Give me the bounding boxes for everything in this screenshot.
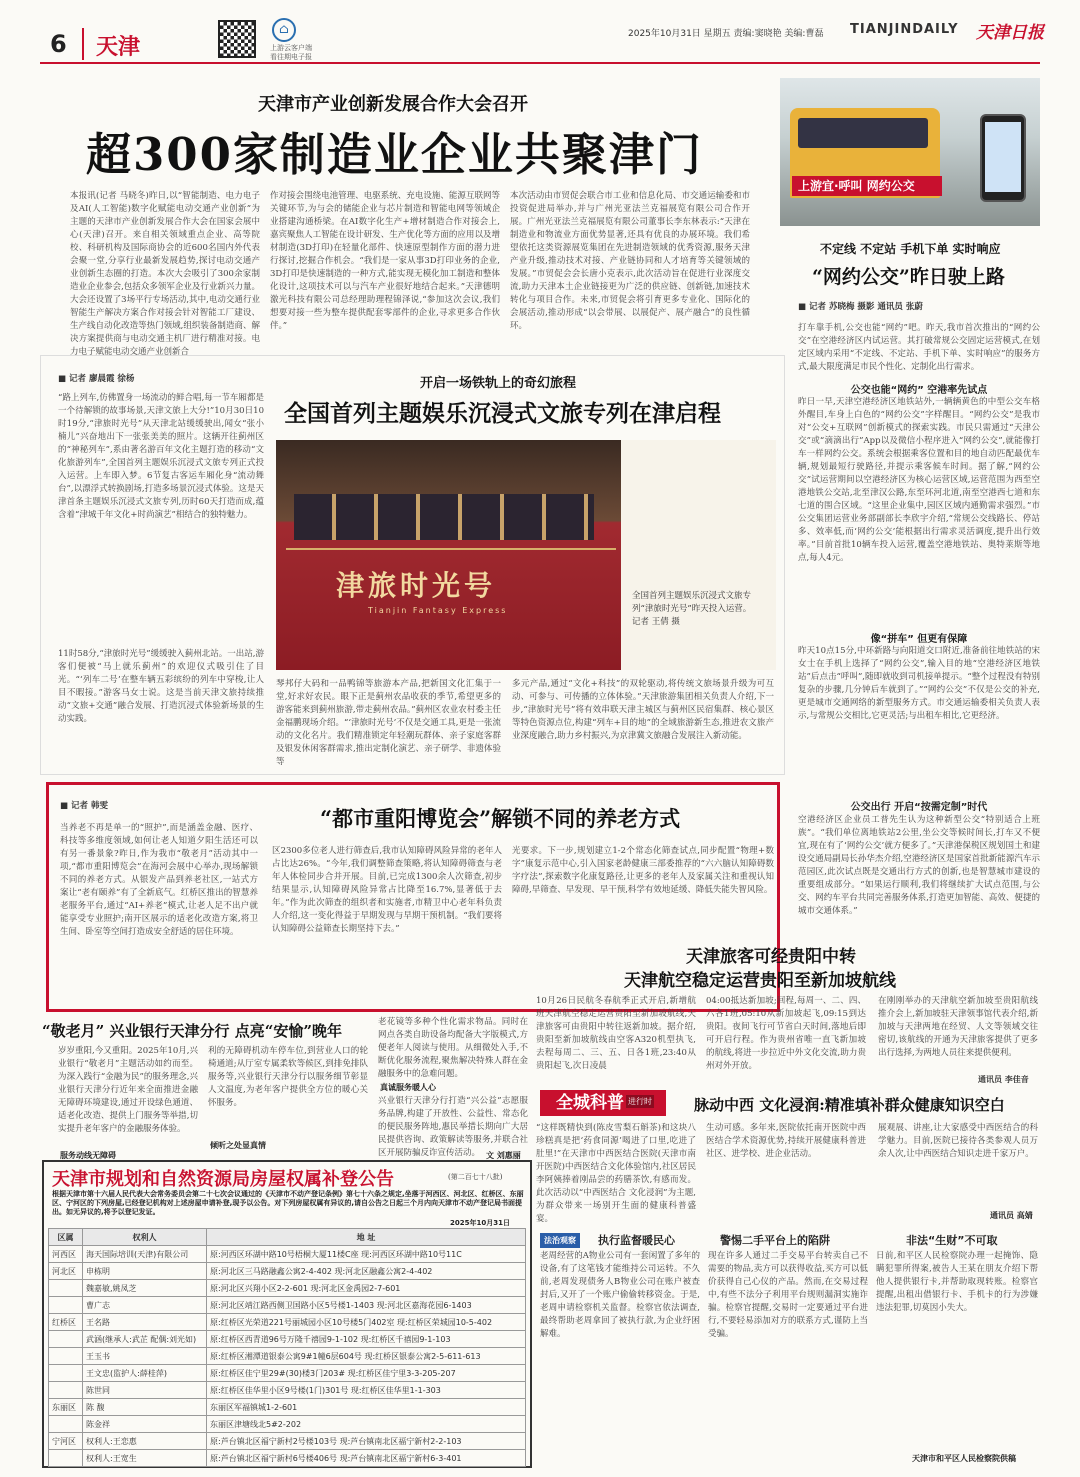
flight-col-1: 10月26日民航冬春航季正式开启,新增航班天津航空稳定运营贵阳至新加坡航线,天津旅客可由贵阳中转往返新加坡。据介绍,贵阳至新加坡航线由空客A320机型执飞,去程每周二、三、五、日各1班,23:40从贵阳起飞,次日凌晨 bbox=[536, 996, 696, 1071]
bus-banner: 上游宜·呼叫 网约公交 bbox=[792, 176, 942, 196]
elder-col-3: 光要求。下一步,规划建立1-2个常态化筛查试点,同步配置“物理+数字”康复示范中心,引入国家老龄健康三部委推荐的“六六脑认知障碍数字疗法”,探索数字化康复路径,让更多的老年人及家属关注和重视认知障碍,早筛查、早发现、早干预,科学有效地延缓、降低失能失智风险。 bbox=[512, 846, 774, 895]
bus-para-1: 打车靠手机,公交也能“网约”吧。昨天,我市首次推出的“网约公交”在空港经济区内试运营。其打破常规公交固定运营模式,在划定区域内采用“不定线、不定站、手机下单、实时响应”的服务方式,最大限度满足市民个性化、定制化出行需求。 bbox=[798, 323, 1040, 372]
table-row bbox=[49, 1246, 526, 1263]
registry-cell-owner: 陈 馥 bbox=[83, 1399, 207, 1416]
table-row bbox=[49, 1382, 526, 1399]
train-photo bbox=[276, 440, 776, 670]
registry-cell-district: 红桥区 bbox=[49, 1314, 83, 1331]
registry-cell-address: 原:红桥区佳华里小区9号楼(1门)301号 现:红桥区佳华里1-1-303 bbox=[207, 1382, 526, 1399]
elder-byline: ■ 记者 韩雯 bbox=[60, 801, 108, 811]
registry-table bbox=[48, 1228, 526, 1467]
bank-col-1: 岁岁重阳,今又重阳。2025年10月,兴业银行“敬老月”主题活动如约而至。为深入践行“金融为民”的服务理念,兴业银行天津分行近年来全面推进金融无障碍环境建设,通过开设绿色通道、适老化改造、提供上门服务等举措,切实提升老年客户的金融服务体验。 bbox=[58, 1046, 198, 1134]
table-row bbox=[49, 1365, 526, 1382]
bank-byline: 文 刘惠丽 bbox=[486, 1151, 521, 1160]
registry-cell-district bbox=[49, 1331, 83, 1348]
train-col-2: 琴邦仔大码和一品鸭锦等旅游本产品,把新国文化汇集于一堂,好求好农民。眼下正是蓟州农品收获的季节,希望更多的游客能来到蓟州旅游,带走蓟州农品。”蓟州区农业农村委主任金福鹏现场介绍。“‘津旅时光号’不仅是交通工具,更是一张流动的文化名片。我们精准锁定年轻潮玩群体、亲子家庭客群及银发休闲客群需求,推出定制化演艺、亲子研学、非遗体验等 bbox=[276, 679, 501, 767]
registry-cell-owner: 王文忠(监护人:薛桂萍) bbox=[83, 1365, 207, 1382]
table-row bbox=[49, 1348, 526, 1365]
tcm-col-2: 生动可感。多年来,医院依托南开医院中西医结合学术资源优势,持续开展健康科普进社区、进学校、进企业活动。 bbox=[706, 1123, 866, 1159]
train-gold-stripe bbox=[286, 548, 616, 550]
train-col-3: 多元产品,通过“文化+科技”的双轮驱动,将传统文旅场景升级为可互动、可参与、可传播的立体体验。”天津旅游集团相关负责人介绍,下一步,“津旅时光号”将有效串联天津主城区与蓟州区民宿集群、核心景区等特色资源点位,构建“列车+目的地”的全域旅游新生态,推进农文旅产业深度融合,助力乡村振兴,为京津冀文旅融合发展注入新动能。 bbox=[512, 679, 774, 741]
train-col-1b: 11时58分,“津旅时光号”缓缓驶入蓟州北站。一出站,游客们便被“马上就乐蓟州”的欢迎仪式吸引住了目光。“‘列车二号’在整车辆五彩缤纷的列车中穿梭,让人目不暇接。”游客马女士说。这是当前天津文旅持续推动“文旅+交通”融合发展、打造沉浸式体验新场景的生动实践。 bbox=[58, 649, 264, 724]
bank-subhead-4: 真诚服务暖人心 bbox=[380, 1083, 436, 1092]
table-row bbox=[49, 1433, 526, 1450]
table-row bbox=[49, 1297, 526, 1314]
header-rule bbox=[40, 62, 1040, 64]
bus-subhead-2: 像“拼车” 但更有保障 bbox=[870, 634, 968, 645]
registry-cell-address: 原:红桥区光荣道221号丽城园小区10号楼5门402室 现:红桥区荣城园10-5-402 bbox=[207, 1314, 526, 1331]
lead-kicker: 天津市产业创新发展合作大会召开 bbox=[258, 94, 528, 115]
table-row bbox=[49, 1331, 526, 1348]
registry-cell-address: 东丽区津塘线北5#2-202 bbox=[207, 1416, 526, 1433]
table-row bbox=[49, 1399, 526, 1416]
app-logo-icon: ⌂ bbox=[272, 18, 296, 42]
registry-cell-owner: 曹广志 bbox=[83, 1297, 207, 1314]
section-name: 天津 bbox=[96, 35, 141, 60]
train-headline[interactable]: 全国首列主题娱乐沉浸式文旅专列在津启程 bbox=[284, 400, 721, 427]
science-badge: 全城科普 bbox=[540, 1090, 666, 1116]
flight-col-3: 在刚刚举办的天津航空新加坡至贵阳航线推介会上,新加坡驻天津领事馆代表介绍,新加坡与天津两地在经贸、人文等领域交往密切,该航线的开通为天津旅客提供了更多出行选择,为两地人员往来提供便利。 bbox=[878, 996, 1038, 1058]
registry-cell-district: 宁河区 bbox=[49, 1433, 83, 1450]
header-divider bbox=[82, 28, 84, 60]
registry-cell-district bbox=[49, 1280, 83, 1297]
registry-cell-owner: 申栋明 bbox=[83, 1263, 207, 1280]
registry-cell-district bbox=[49, 1348, 83, 1365]
bus-subhead-1: 公交也能“网约” 空港率先试点 bbox=[850, 385, 988, 396]
train-kicker: 开启一场铁轨上的奇幻旅程 bbox=[420, 376, 577, 391]
registry-header-district: 区属 bbox=[49, 1229, 83, 1246]
bank-col-3: 老花镜等多种个性化需求物品。同时在网点各类自助设备均配备大字版模式,方便老年人阅读与使用。从细微处入手,不断优化服务流程,聚焦解决特殊人群在金融服务中的急难问题。 bbox=[378, 1017, 528, 1079]
registry-header-address: 地 址 bbox=[207, 1229, 526, 1246]
train-byline: ■ 记者 廖晨霞 徐杨 bbox=[58, 374, 135, 384]
registry-cell-owner: 魏嘉敏,姚凤芝 bbox=[83, 1280, 207, 1297]
registry-cell-address: 原:河北区兴翔小区2-2-601 现:河北区金禹园2-7-601 bbox=[207, 1280, 526, 1297]
registry-cell-owner: 海天国际培训(天津)有限公司 bbox=[83, 1246, 207, 1263]
registry-cell-owner: 武涵(继承人:武芷 配偶:刘光如) bbox=[83, 1331, 207, 1348]
bank-subhead-1: 服务动线无障碍 bbox=[60, 1151, 116, 1160]
table-row bbox=[49, 1314, 526, 1331]
court-col-2: 现在许多人通过二手交易平台转卖自己不需要的物品,卖方可以获得收益,买方可以低价获得自己心仪的产品。然而,在交易过程中,有些不法分子利用平台规则漏洞实施诈骗。检察官提醒,交易时一定要通过平台进行,不要轻易添加对方的联系方式,谨防上当受骗。 bbox=[708, 1251, 868, 1339]
paper-name-en: TIANJINDAILY bbox=[850, 22, 959, 37]
phone-screen bbox=[985, 122, 1021, 192]
registry-date: 2025年10月31日 bbox=[450, 1219, 510, 1227]
train-carriage bbox=[276, 440, 621, 670]
bus-subhead-3: 公交出行 开启“按需定制”时代 bbox=[850, 802, 988, 813]
registry-cell-owner: 王名路 bbox=[83, 1314, 207, 1331]
flight-headline-1[interactable]: 天津旅客可经贵阳中转 bbox=[686, 947, 856, 967]
lead-headline[interactable]: 超300家制造业企业共聚津门 bbox=[86, 128, 703, 181]
registry-cell-district bbox=[49, 1382, 83, 1399]
bank-headline[interactable]: “敬老月” 兴业银行天津分行 点亮“安愉”晚年 bbox=[42, 1022, 342, 1040]
court-col-3: 日前,和平区人民检察院办理一起掩饰、隐瞒犯罪所得案,被告人王某在朋友介绍下帮他人提供银行卡,并帮助取现转账。检察官提醒,出租出借银行卡、手机卡的行为涉嫌违法犯罪,切莫因小失大。 bbox=[876, 1251, 1038, 1313]
bus-kicker: 不定线 不定站 手机下单 实时响应 bbox=[820, 242, 1001, 256]
registry-cell-address: 原:红桥区西青道96号万隆千禧园9-1-102 现:红桥区千禧园9-1-103 bbox=[207, 1331, 526, 1348]
registry-header-owner: 权利人 bbox=[83, 1229, 207, 1246]
registry-cell-address: 原:芦台镇北区福宁新村2号楼103号 现:芦台镇南北区福宁新村2-2-103 bbox=[207, 1433, 526, 1450]
elder-col-2: 区2300多位老人进行筛查后,我市认知障碍风险异常的老年人占比达26%。“今年,我们调整筛查策略,将认知障碍筛查与老年人体检同步合并开展。目前,已完成1300余人次筛查,初步结果显示,认知障碍风险异常占比降至16.7%,显著低于去年。”作为此次筛查的组织者和实施者,市精卫中心老年科负责人介绍,这一变化得益于早期发现与早期干预机制。“我们要将认知障碍公益筛查长期坚持下去。” bbox=[272, 846, 502, 934]
flight-byline: 通讯员 李佳音 bbox=[978, 1075, 1029, 1084]
registry-cell-owner: 权利人:王恋惠 bbox=[83, 1433, 207, 1450]
registry-cell-address: 原:河北区三马路融鑫公寓2-4-402 现:河北区融鑫公寓2-4-402 bbox=[207, 1263, 526, 1280]
paper-logo: 天津日报 bbox=[976, 23, 1044, 43]
tcm-col-3: 展观展、讲座,让大家感受中西医结合的科学魅力。目前,医院已接待各类参观人员万余人次,让中西医结合知识走进千家万户。 bbox=[878, 1123, 1038, 1159]
registry-cell-address: 原:河北区靖江路西侧卫国路小区5号楼1-1403 现:河北区嘉海花园6-1403 bbox=[207, 1297, 526, 1314]
qr-caption: 上游云客户端 看往期电子报 bbox=[270, 44, 312, 61]
registry-cell-district: 东丽区 bbox=[49, 1399, 83, 1416]
bus-byline: ■ 记者 苏晓梅 摄影 通讯员 张蔚 bbox=[798, 302, 923, 312]
tcm-byline: 通讯员 高婧 bbox=[990, 1211, 1033, 1220]
law-tag: 法治观察 bbox=[540, 1233, 580, 1248]
flight-headline-2[interactable]: 天津航空稳定运营贵阳至新加坡航线 bbox=[624, 971, 896, 991]
court-title-2[interactable]: 警惕二手平台上的陷阱 bbox=[720, 1234, 830, 1247]
court-col-1: 老周经营的A物业公司有一套闲置了多年的设备,有了这笔钱才能维持公司运转。不久前,老周发现债务人B物业公司在账户被查封后,又开了一个账户偷偷转移资金。于是,老周申请检察机关监督。检察官依法调查,最终帮助老周拿回了被执行款,为企业纾困解难。 bbox=[540, 1251, 700, 1339]
train-livery-text: 津旅时光号 bbox=[336, 569, 497, 602]
train-col-1: “路上列车,仿佛置身一场流动的鲜合唱,每一节车厢都是一个待解锁的故事场景,天津文旅上大分!”10月30日10时19分,“津旅时光号”从天津北站缓缓驶出,闻女“张小楠儿”兴奋地出下一张张美美的照片。这辆开往蓟州区的“神秘列车”,系由著名游百年文化主题打造的移动“文化旅游列车”,全国首列主题娱乐沉浸式文旅专列正式投入运营。上车即入梦。6节复古客运车厢化身“流动舞台”,以漂浮式转换剧场,打造多场景沉浸式体验。这是天津首条主题娱乐沉浸式文旅专列,历时60天打造而成,蕴含着“津城千年文化+时尚演艺”相结合的独特魅力。 bbox=[58, 393, 264, 520]
registry-cell-address: 原:河西区环湖中路10号梧桐大厦11楼C座 现:河西区环湖中路10号11C bbox=[207, 1246, 526, 1263]
bus-para-2: 昨日一早,天津空港经济区地铁站外,一辆辆黄色的中型公交车格外醒目,车身上白色的“网约公交”字样醒目。“网约公交”是我市对“公交+互联网”创新模式的探索实践。市民只需通过“天津公交”或“滴滴出行”App以及微信小程序进入“网约公交”,就能像打车一样网约公交。系统会根据乘客位置和目的地自动匹配最优车辆,规划最短行驶路径,并提示乘客候车时间。据了解,“网约公交”试运营期间以空港经济区为核心运营区域,运营范围为西至空港地铁公交站,北至津汉公路,东至环河北道,南至空港西七道和东七道的围合区域。“这里企业集中,园区区域内通勤需求强烈。”市公交集团运营业务部副部长李欣宇介绍,“常规公交线路长、停站多、效率低,而‘网约公交’能根据出行需求灵活调度,提升出行效率。”目前首批10辆车投入运营,覆盖空港地铁站、奥特莱斯等地点,每人4元。 bbox=[798, 397, 1040, 563]
registry-cell-owner: 权利人:王宽生 bbox=[83, 1450, 207, 1467]
lead-col-1: 本报讯(记者 马晓冬)昨日,以“智能制造、电力电子及AI(人工智能)数字化赋能电动交通产业创新”为主题的天津市产业创新发展合作大会在国家会展中心(天津)召开。来自相关领域重点企业、高等院校、科研机构及国际商协会的近600名国内外代表会聚一堂,分享行业最新发展趋势,探讨电动交通产业创新生态圈的打造。本次大会吸引了300余家制造业企业参会,包括众多领军企业及行业新兴力量。大会还设置了3场平行专场活动,其中,电动交通行业智能生产解决方案合作对接会针对智能工厂建设、生产线自动化改造等热门领域,组织装备制造商、解决方案提供商与电动交通主机厂进行精准对接。电力电子赋能电动交通产业创新合 bbox=[70, 191, 260, 357]
registry-cell-address: 东丽区军福镇城1-2-601 bbox=[207, 1399, 526, 1416]
court-title-1[interactable]: 执行监督暖民心 bbox=[598, 1234, 675, 1247]
elder-col-1: 当养老不再是单一的“照护”,而是涵盖金融、医疗、科技等多维度领域,如何让老人知道夕阳生活还可以有另一番景象?昨日,作为我市“敬老月”活动其中一项,“都市重阳博览会”在海河会展中心举办,现场解锁不同的养老方式。从银发产品到养老社区,一站式方案让“老有颐养”有了全新底气。红桥区推出的智慧养老服务平台,通过“AI+养老”模式,让老人足不出户就能享受专业照护;南开区展示的适老化改造方案,将卫生间、卧室等空间打造成安全舒适的居住环境。 bbox=[60, 823, 258, 937]
court-byline: 天津市和平区人民检察院供稿 bbox=[912, 1454, 1016, 1463]
registry-cell-address: 原:红桥区湘潭道银泰公寓9#1幢6层604号 现:红桥区银泰公寓2-5-611-613 bbox=[207, 1348, 526, 1365]
registry-cell-district: 河北区 bbox=[49, 1263, 83, 1280]
lead-col-2: 作对接会围绕电池管理、电驱系统、充电设施、能源互联网等关键环节,为与会的储能企业与芯片制造和智能电网等领域企业搭建沟通桥梁。在AI数字化生产+增材制造合作对接会上,嘉宾聚焦人工智能在设计研发、生产优化等方面的应用以及增材制造(3D打印)在轻量化部件、快速原型制作方面的潜力进行探讨,挖掘合作机会。“我们是一家从事3D打印业务的企业,3D打印是快速制造的一种方式,能实现无模化加工制造和整体化设计,这项技术可以与汽车产业很好地结合起来。”天津德明激光科技有限公司总经理助理程锦泽说,“参加这次会议,我们想要对接一些为整车提供配套零部件的企业,寻求更多合作伙伴。” bbox=[270, 191, 500, 331]
train-windows bbox=[294, 494, 594, 540]
registry-cell-district: 河西区 bbox=[49, 1246, 83, 1263]
registry-cell-owner: 陈金祥 bbox=[83, 1416, 207, 1433]
registry-cell-address: 原:红桥区佳宁里29#(30)楼3门203# 现:红桥区佳宁里3-3-205-207 bbox=[207, 1365, 526, 1382]
bus-window bbox=[798, 118, 928, 148]
elder-headline[interactable]: “都市重阳博览会”解锁不同的养老方式 bbox=[320, 806, 681, 831]
bus-photo bbox=[780, 78, 1040, 226]
table-row bbox=[49, 1416, 526, 1433]
registry-cell-owner: 陈世同 bbox=[83, 1382, 207, 1399]
court-title-3[interactable]: 非法“生财”不可取 bbox=[906, 1234, 998, 1247]
bus-para-3: 昨天10点15分,中环新路与向阳道交口附近,准备前往地铁站的宋女士在手机上选择了“网约公交”,输入目的地“空港经济区地铁站”后点击“呼叫”,随即就收到司机接单提示。“整个过程没有特别复杂的步骤,几分钟后车就到了。”“网约公交”不仅是公交的补充,更是城市交通网络的新型服务方式。市交通运输委相关负责人表示,与常规公交相比,它更灵活;与出租车相比,它更经济。 bbox=[798, 646, 1040, 721]
registry-cell-district bbox=[49, 1416, 83, 1433]
train-livery-en: Tianjin Fantasy Express bbox=[368, 606, 508, 615]
bank-subhead-3: 倾听之处显真情 bbox=[210, 1141, 266, 1150]
registry-cell-district bbox=[49, 1450, 83, 1467]
train-caption: 全国首列主题娱乐沉浸式文旅专列“津旅时光号”昨天投入运营。记者 王倩 摄 bbox=[632, 591, 752, 627]
lead-col-3: 本次活动由市贸促会联合市工业和信息化局、市交通运输委和市投资促进局举办,并与广州光亚法兰克福展览有限公司合作开展。广州光亚法兰克福展览有限公司董事长李东林表示:“天津在制造业和物流业方面优势显著,还具有优良的办展环境。我们希望依托这类资源展览集团在先进制造领域的优秀资源,服务天津产业升级,推动技术对接、产业链协同和人才培育等关键领域的发展。”市贸促会会长唐小克表示,此次活动旨在促进行业深度交流,助力天津本土企业链接更为广泛的供应链、创新链,加速技术转化与项目合作。未来,市贸促会将引育更多专业化、国际化的会展活动,推动形成“以会带展、以展促产、展产融合”的良性循环。 bbox=[510, 191, 750, 331]
bank-col-4: 兴业银行天津分行打造“兴公益”志愿服务品牌,构建了开放性、公益性、常态化的便民服务阵地,惠民举措长期向广大居民提供咨询、政策解读等服务,并联合社区开展防骗反诈宣传活动。 bbox=[378, 1096, 528, 1158]
registry-title-note: (第二百七十八批) bbox=[448, 1173, 503, 1181]
page-number: 6 bbox=[50, 30, 67, 58]
science-badge-sub: 进行时 bbox=[628, 1097, 652, 1106]
table-row bbox=[49, 1263, 526, 1280]
bank-col-2: 利的无障碍机动车停车位,到营业人口的轮椅通道;从厅室专属柔软等候区,到排免排队服务等,兴业银行天津分行以服务细节彰显人文温度,为老年客户提供全方位的暖心关怀服务。 bbox=[208, 1046, 368, 1108]
date-line: 2025年10月31日 星期五 责编:窦晓艳 美编:曹磊 bbox=[628, 29, 824, 39]
bus-para-4: 空港经济区企业员工普先生认为这种新型公交“特别适合上班族”。“我们单位离地铁站2公里,坐公交等候时间长,打车又不便宜,现在有了‘网约公交’就方便多了。”天津港保税区规划国土和建设交通局副局长孙华杰介绍,空港经济区是国家首批新能源汽车示范园区,此次试点既是交通出行方式的创新,也是智慧城市建设的重要组成部分。“如果运行顺利,我们将继续扩大试点范围,与公交、网约车平台共同完善服务体系,打造更加智能、高效、便捷的城市交通体系。” bbox=[798, 815, 1040, 916]
registry-intro: 根据天津市第十六届人民代表大会常务委员会第二十七次会议通过的《天津市不动产登记条例》第七十六条之规定,坐落于河西区、河北区、红桥区、东丽区、宁河区的下列房屋,已经登记机构对上述房屋申请补登,现予以公告。对下列房屋权属有异议的,请自公告之日起三个月内向天津市不动产登记局书面提出。如无异议的,将予以登记发证。 bbox=[52, 1190, 524, 1216]
registry-cell-district bbox=[49, 1365, 83, 1382]
table-row bbox=[49, 1450, 526, 1467]
tcm-headline[interactable]: 脉动中西 文化浸润:精准填补群众健康知识空白 bbox=[694, 1096, 1005, 1114]
qr-code-icon[interactable] bbox=[218, 20, 256, 58]
registry-title[interactable]: 天津市规划和自然资源局房屋权属补登公告 bbox=[52, 1169, 394, 1190]
table-row bbox=[49, 1280, 526, 1297]
registry-cell-district bbox=[49, 1297, 83, 1314]
registry-cell-owner: 王玉书 bbox=[83, 1348, 207, 1365]
registry-cell-address: 原:芦台镇北区福宁新村6号楼406号 现:芦台镇南北区福宁新村6-3-401 bbox=[207, 1450, 526, 1467]
tcm-col-1: “这样既精快到(陈皮雪梨石斛茶)和这块八珍糕真是把‘药食同源’喝进了口里,吃进了肚里!”在天津市中西医结合医院(天津市南开医院)中西医结合文化体验馆内,社区居民李阿姨捧着刚品尝的药膳茶饮,有感而发。此次活动以“中西医结合 文化浸润”为主题,为群众带来一场别开生面的健康科普盛宴。 bbox=[536, 1123, 696, 1224]
bus-headline[interactable]: “网约公交”昨日驶上路 bbox=[812, 266, 1005, 288]
flight-col-2: 04:00抵达新加坡;回程,每周一、二、四、六各1班,05:10从新加坡起飞,09:15到达贵阳。夜间飞行可节省白天时间,落地后即可开启行程。作为贵州省唯一直飞新加坡的航线,将进一步拉近中外文化交流,助力贵州对外开放。 bbox=[706, 996, 866, 1071]
